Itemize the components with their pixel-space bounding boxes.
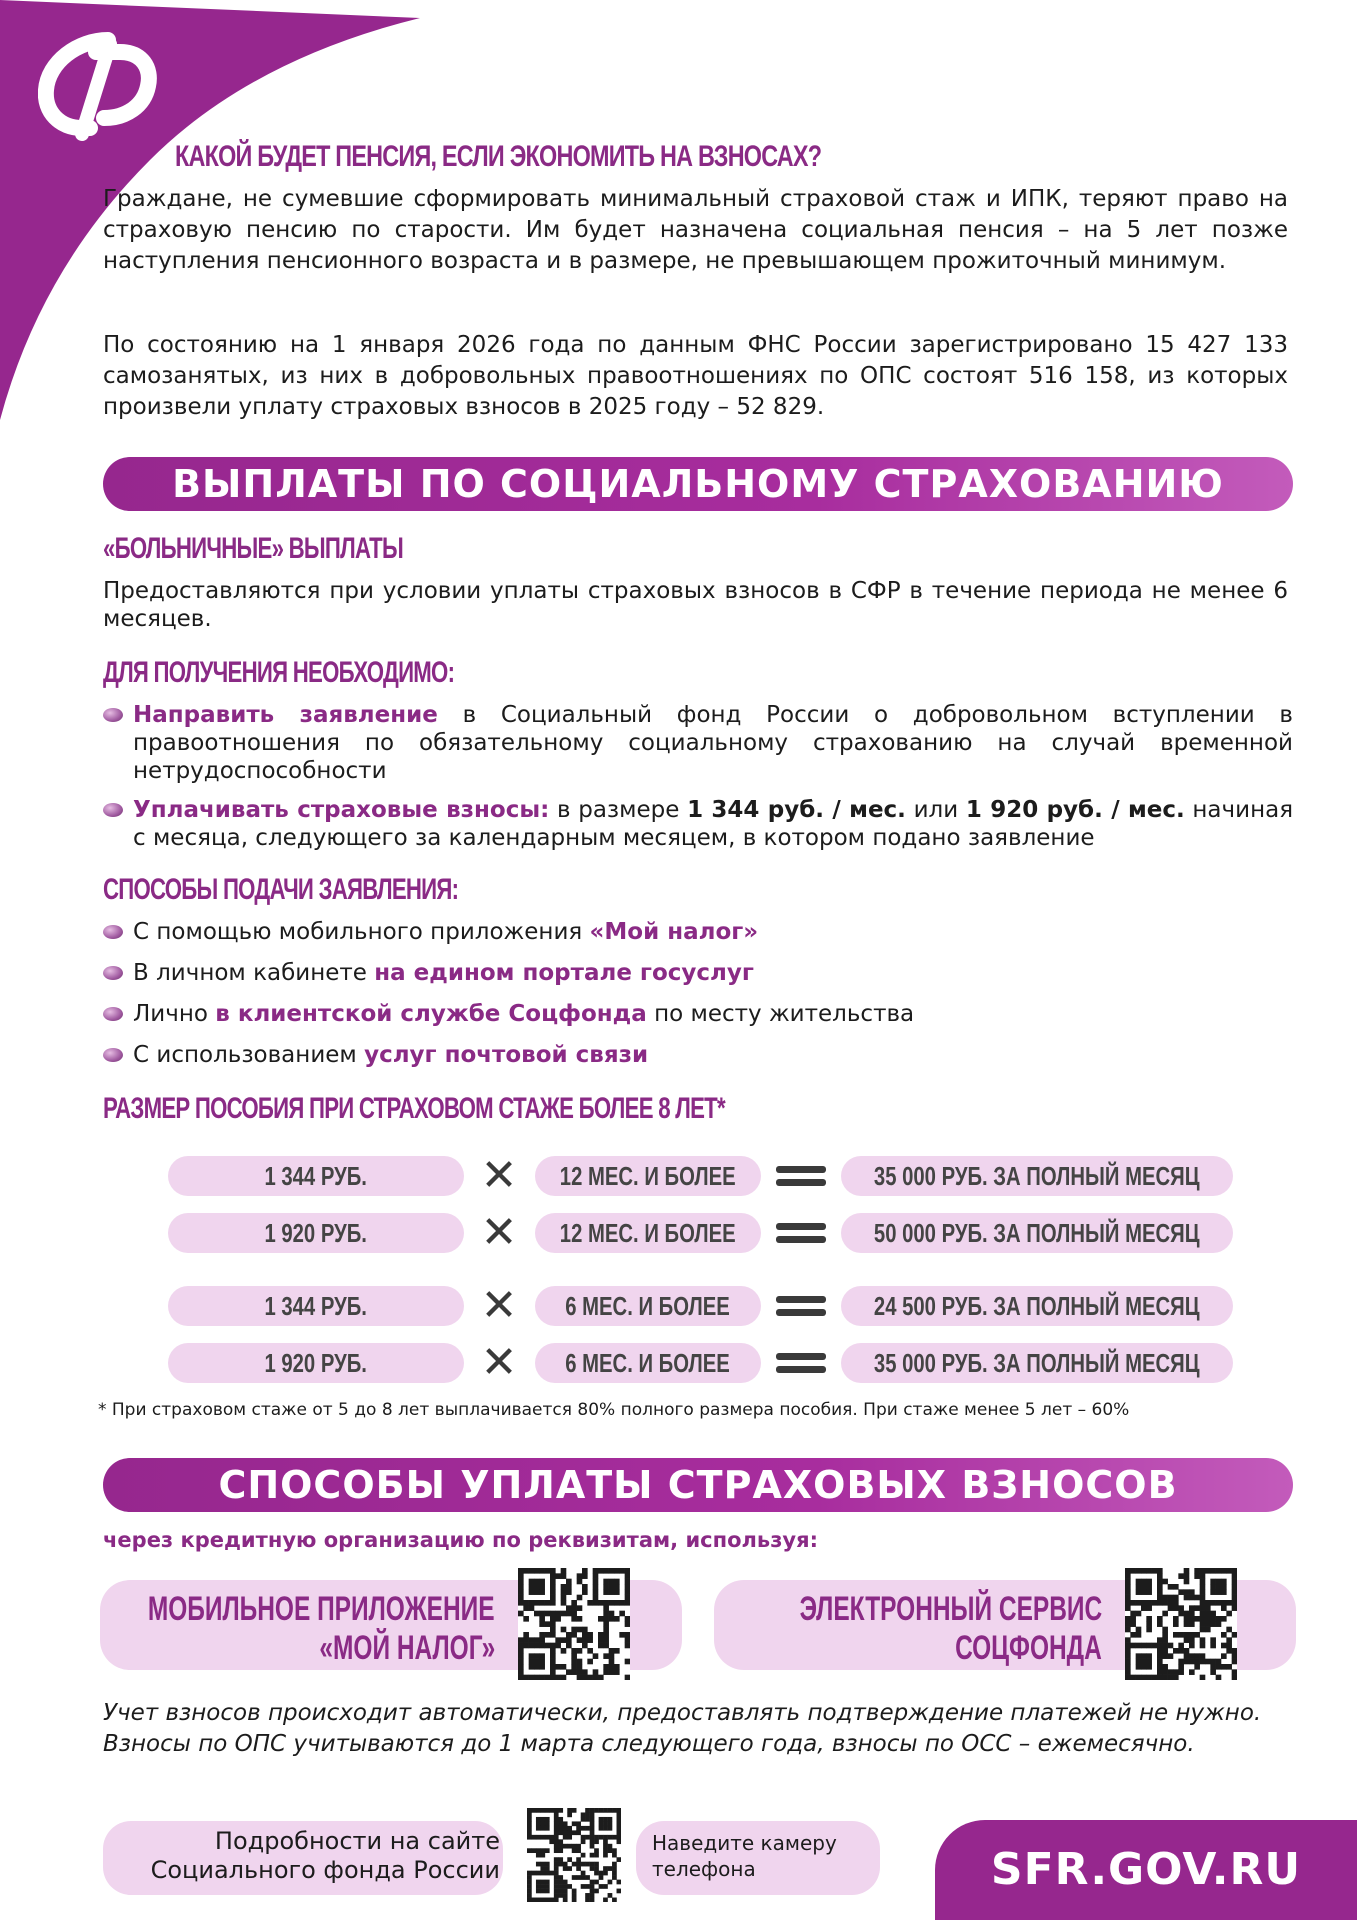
list-item: Направить заявление в Социальный фонд России о добровольном вступлении в правоотношения по обязательному социальному страхованию на случай временной нетрудоспособности [103,701,1293,785]
payment-note-1: Учет взносов происходит автоматически, предоставлять подтверждение платежей не нужно. [103,1700,1262,1726]
sick-text: Предоставляются при условии уплаты страховых взносов в СФР в течение периода не менее 6 месяцев. [103,578,1288,632]
payment-subtitle: через кредитную организацию по реквизитам, используя: [103,1528,818,1552]
list-item: С помощью мобильного приложения «Мой налог» [103,918,1293,948]
period-pill: 6 МЕС. И БОЛЕЕ [535,1343,761,1383]
sfr-logo-icon [38,32,158,142]
rate-pill: 1 920 РУБ. [168,1213,464,1253]
section-banner-payment: СПОСОБЫ УПЛАТЫ СТРАХОВЫХ ВЗНОСОВ [103,1458,1293,1512]
period-pill: 6 МЕС. И БОЛЕЕ [535,1286,761,1326]
need-title: ДЛЯ ПОЛУЧЕНИЯ НЕОБХОДИМО: [103,656,455,689]
list-item: В личном кабинете на едином портале госуслуг [103,959,1293,989]
bullet-dot-icon [103,1048,123,1062]
bullet-dot-icon [103,966,123,980]
bullet-dot-icon [103,925,123,939]
bullet-dot-icon [103,1007,123,1021]
equals-icon [776,1156,826,1196]
sick-title: «БОЛЬНИЧНЫЕ» ВЫПЛАТЫ [103,532,403,565]
camera-line1: Наведите камеру [652,1831,837,1855]
footnote: * При страховом стаже от 5 до 8 лет выплачивается 80% полного размера пособия. При стаже менее 5 лет – 60% [98,1400,1130,1420]
equals-icon [776,1213,826,1253]
section-banner-social: ВЫПЛАТЫ ПО СОЦИАЛЬНОМУ СТРАХОВАНИЮ [103,457,1293,511]
app-box-line1: МОБИЛЬНОЕ ПРИЛОЖЕНИЕ [148,1590,495,1628]
bullet-dot-icon [103,708,123,722]
ways-title: СПОСОБЫ ПОДАЧИ ЗАЯВЛЕНИЯ: [103,873,459,906]
period-pill: 12 МЕС. И БОЛЕЕ [535,1156,761,1196]
camera-line2: телефона [652,1857,756,1881]
qr-code-icon [527,1808,621,1902]
list-item: С использованием услуг почтовой связи [103,1041,1293,1071]
result-pill: 35 000 РУБ. ЗА ПОЛНЫЙ МЕСЯЦ [841,1343,1233,1383]
rate-pill: 1 920 РУБ. [168,1343,464,1383]
benefit-size-title: РАЗМЕР ПОСОБИЯ ПРИ СТРАХОВОМ СТАЖЕ БОЛЕЕ 8 ЛЕТ* [103,1092,725,1125]
result-pill: 24 500 РУБ. ЗА ПОЛНЫЙ МЕСЯЦ [841,1286,1233,1326]
app-box-line2: «МОЙ НАЛОГ» [319,1629,495,1667]
equals-icon [776,1343,826,1383]
period-pill: 12 МЕС. И БОЛЕЕ [535,1213,761,1253]
service-box-line2: СОЦФОНДА [955,1629,1102,1667]
equals-icon [776,1286,826,1326]
qr-code-icon [518,1568,630,1680]
page-title: КАКОЙ БУДЕТ ПЕНСИЯ, ЕСЛИ ЭКОНОМИТЬ НА ВЗНОСАХ? [175,140,822,173]
site-link[interactable]: SFR.GOV.RU [935,1820,1357,1920]
details-line2: Социального фонда России [150,1856,500,1884]
service-box-line1: ЭЛЕКТРОННЫЙ СЕРВИС [799,1590,1102,1628]
intro-paragraph: Граждане, не сумевшие сформировать минимальный страховой стаж и ИПК, теряют право на страховую пенсию по старости. Им будет назначена социальная пенсия – на 5 лет позже наступления пенсионного возраста и в размере, не превышающем прожиточный минимум. [103,186,1288,274]
multiply-icon: ✕ [480,1337,518,1388]
list-item: Уплачивать страховые взносы: в размере 1 344 руб. / мес. или 1 920 руб. / мес. начиная с месяца, следующего за календарным месяцем, в котором подано заявление [103,796,1293,852]
rate-pill: 1 344 РУБ. [168,1286,464,1326]
result-pill: 35 000 РУБ. ЗА ПОЛНЫЙ МЕСЯЦ [841,1156,1233,1196]
multiply-icon: ✕ [480,1150,518,1201]
rate-pill: 1 344 РУБ. [168,1156,464,1196]
bullet-dot-icon [103,803,123,817]
payment-note-2: Взносы по ОПС учитываются до 1 марта следующего года, взносы по ОСС – ежемесячно. [103,1731,1195,1757]
qr-code-icon [1125,1568,1237,1680]
result-pill: 50 000 РУБ. ЗА ПОЛНЫЙ МЕСЯЦ [841,1213,1233,1253]
stats-paragraph: По состоянию на 1 января 2026 года по данным ФНС России зарегистрировано 15 427 133 самозанятых, из них в добровольных правоотношениях по ОПС состоят 516 158, из которых произвели уплату страховых взносов в 2025 году – 52 829. [103,332,1288,420]
details-line1: Подробности на сайте [214,1827,500,1855]
multiply-icon: ✕ [480,1207,518,1258]
multiply-icon: ✕ [480,1280,518,1331]
list-item: Лично в клиентской службе Соцфонда по месту жительства [103,1000,1293,1030]
